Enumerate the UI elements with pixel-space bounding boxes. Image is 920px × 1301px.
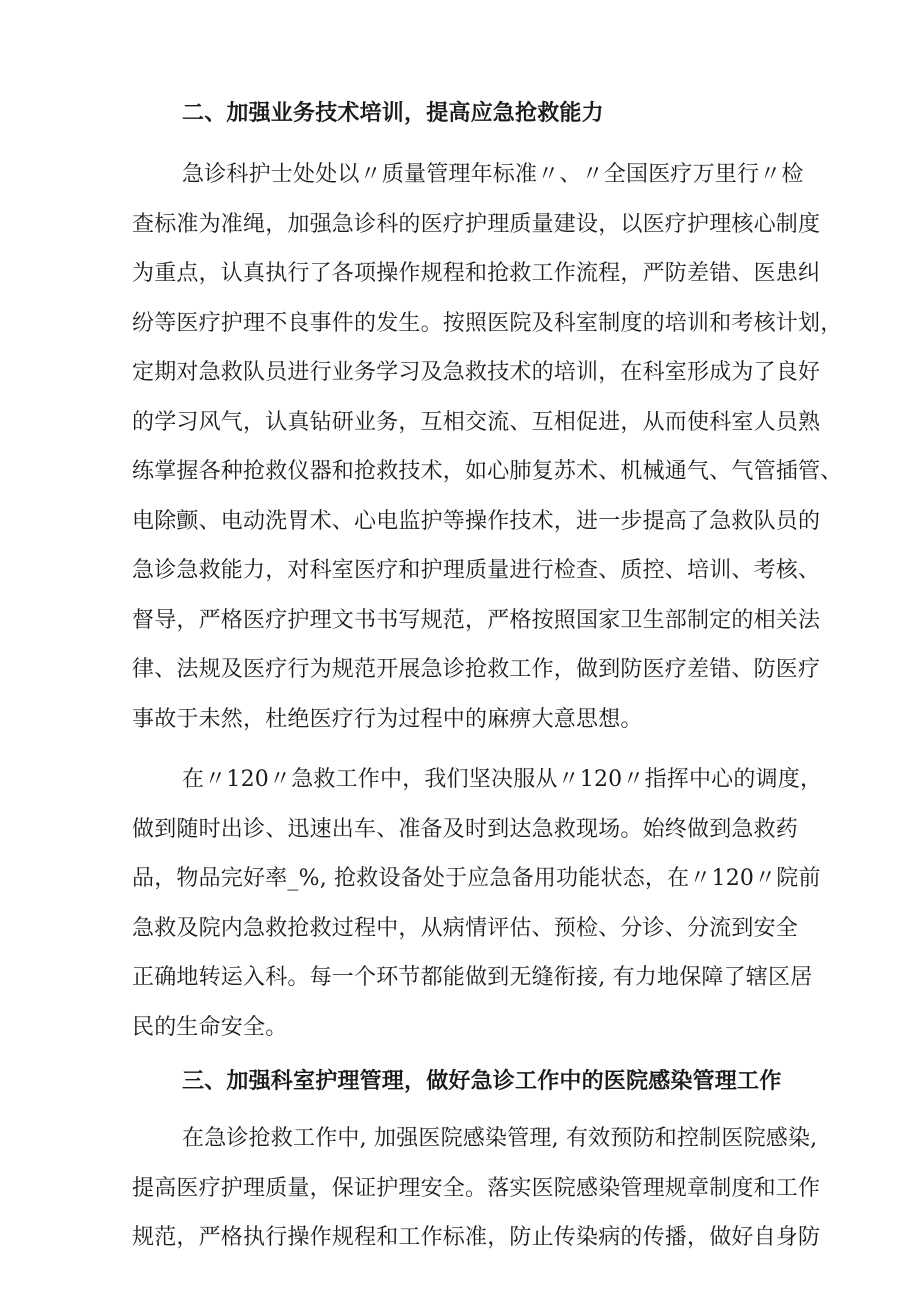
paragraph-line: 练掌握各种抢救仪器和抢救技术，如心肺复苏术、机械通气、气管插管、 bbox=[132, 459, 843, 484]
paragraph-line: 正确地转运入科。每一个环节都能做到无缝衔接, 有力地保障了辖区居 bbox=[132, 965, 813, 990]
paragraph-line: 急救及院内急救抢救过程中，从病情评估、预检、分诊、分流到安全 bbox=[132, 915, 799, 941]
paragraph-line: 急诊急救能力，对科室医疗和护理质量进行检查、质控、培训、考核、 bbox=[132, 558, 821, 583]
paragraph-line: 律、法规及医疗行为规范开展急诊抢救工作，做到防医疗差错、防医疗 bbox=[132, 657, 821, 682]
paragraph-line: 定期对急救队员进行业务学习及急救技术的培训，在科室形成为了良好 bbox=[132, 360, 821, 385]
paragraph-line: 事故于未然，杜绝医疗行为过程中的麻痹大意思想。 bbox=[132, 706, 643, 732]
paragraph-line: 在急诊抢救工作中, 加强医院感染管理, 有效预防和控制医院感染, bbox=[182, 1126, 818, 1151]
paragraph-line: 的学习风气，认真钻研业务，互相交流、互相促进，从而使科室人员熟 bbox=[132, 409, 821, 435]
paragraph-line: 电除颤、电动洗胃术、心电监护等操作技术，进一步提高了急救队员的 bbox=[132, 508, 821, 534]
paragraph-2 bbox=[132, 755, 822, 1052]
section-heading-2: 二、加强业务技术培训，提高应急抢救能力 bbox=[182, 100, 604, 126]
paragraph-3 bbox=[132, 1114, 822, 1263]
paragraph-line: 做到随时出诊、迅速出车、准备及时到达急救现场。始终做到急救药 bbox=[132, 816, 799, 842]
paragraph-line: 为重点，认真执行了各项操作规程和抢救工作流程，严防差错、医患纠 bbox=[132, 261, 821, 286]
paragraph-line: 品，物品完好率_%, 抢救设备处于应急备用功能状态，在〃120〃院前 bbox=[132, 866, 821, 891]
paragraph-line: 急诊科护士处处以〃质量管理年标准〃、〃全国医疗万里行〃检 bbox=[182, 162, 804, 187]
paragraph-line: 纷等医疗护理不良事件的发生。按照医院及科室制度的培训和考核计划， bbox=[132, 310, 843, 336]
paragraph-line: 提高医疗护理质量，保证护理安全。落实医院感染管理规章制度和工作 bbox=[132, 1175, 821, 1201]
paragraph-1 bbox=[132, 150, 843, 744]
paragraph-line: 查标准为准绳，加强急诊科的医疗护理质量建设，以医疗护理核心制度 bbox=[132, 211, 821, 237]
paragraph-line: 督导，严格医疗护理文书书写规范，严格按照国家卫生部制定的相关法 bbox=[132, 607, 821, 633]
paragraph-line: 在〃120〃急救工作中，我们坚决服从〃120〃指挥中心的调度， bbox=[182, 767, 823, 792]
paragraph-line: 规范，严格执行操作规程和工作标准，防止传染病的传播，做好自身防 bbox=[132, 1225, 821, 1250]
section-heading-3: 三、加强科室护理管理，做好急诊工作中的医院感染管理工作 bbox=[182, 1068, 782, 1094]
paragraph-line: 民的生命安全。 bbox=[132, 1014, 288, 1040]
